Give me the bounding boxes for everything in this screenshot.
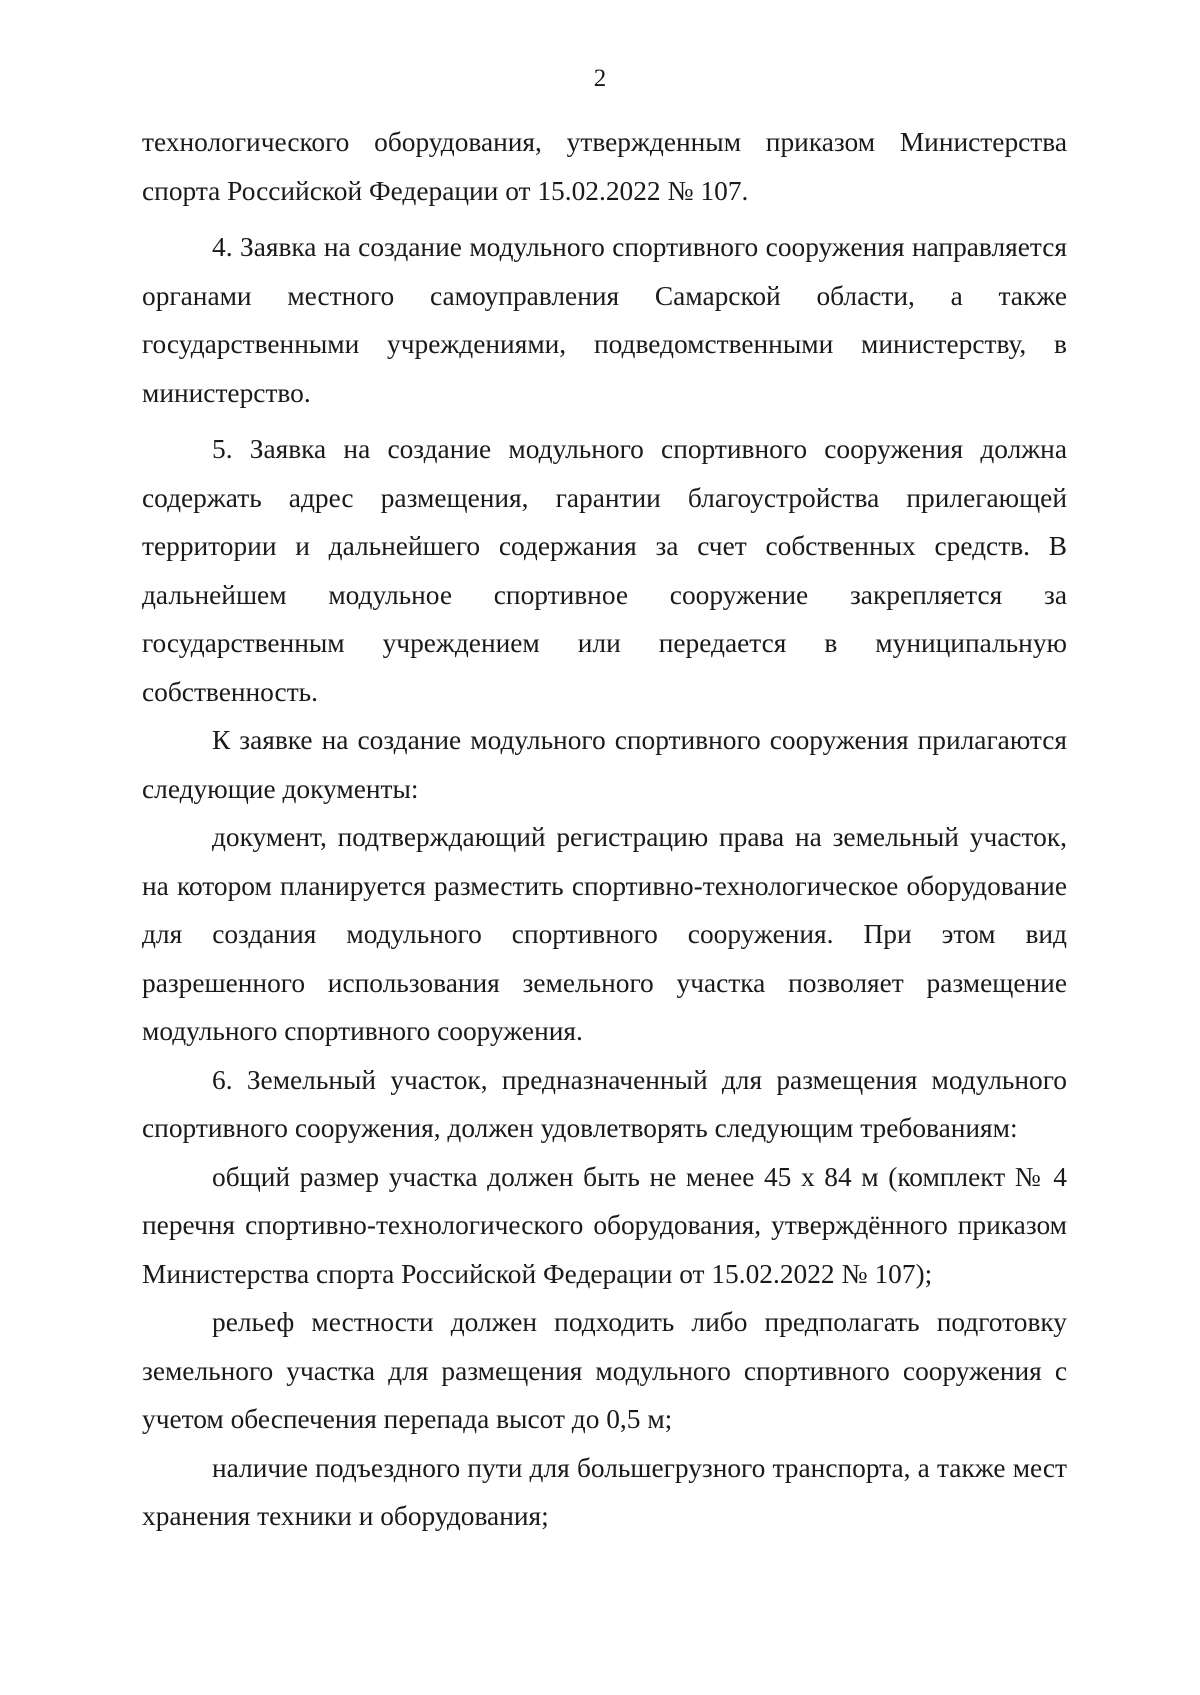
page-number: 2 [593, 65, 607, 92]
paragraph-plot-size: общий размер участка должен быть не менее 45 х 84 м (комплект № 4 перечня спортивно-технологического оборудования, утверждённого приказом Министерства спорта Российской Федерации от 15.02.2022 № 107); [142, 1161, 1067, 1289]
paragraph-terrain: рельеф местности должен подходить либо предполагать подготовку земельного участка для размещения модульного спортивного сооружения с учетом обеспечения перепада высот до 0,5 м; [142, 1307, 1067, 1434]
document-body [142, 118, 1067, 1541]
paragraph-attachments-intro: К заявке на создание модульного спортивного сооружения прилагаются следующие документы: [142, 725, 1067, 804]
paragraph-land-document: документ, подтверждающий регистрацию права на земельный участок, на котором планируется разместить спортивно-технологическое оборудование для создания модульного спортивного сооружения. При этом вид разрешенного использования земельного участка позволяет размещение модульного спортивного сооружения. [142, 822, 1067, 1046]
paragraph-item-4: 4. Заявка на создание модульного спортивного сооружения направляется органами местного самоуправления Самарской области, а также государственными учреждениями, подведомственными министерству, в министерство. [142, 232, 1067, 408]
paragraph-access-road: наличие подъездного пути для большегрузного транспорта, а также мест хранения техники и оборудования; [142, 1452, 1067, 1531]
paragraph-continuation: технологического оборудования, утвержденным приказом Министерства спорта Российской Федерации от 15.02.2022 № 107. [142, 127, 1067, 206]
paragraph-item-6: 6. Земельный участок, предназначенный для размещения модульного спортивного сооружения, должен удовлетворять следующим требованиям: [142, 1064, 1067, 1143]
paragraph-item-5: 5. Заявка на создание модульного спортивного сооружения должна содержать адрес размещения, гарантии благоустройства прилегающей территории и дальнейшего содержания за счет собственных средств. В дальнейшем модульное спортивное сооружение закрепляется за государственным учреждением или передается в муниципальную собственность. [142, 434, 1067, 707]
